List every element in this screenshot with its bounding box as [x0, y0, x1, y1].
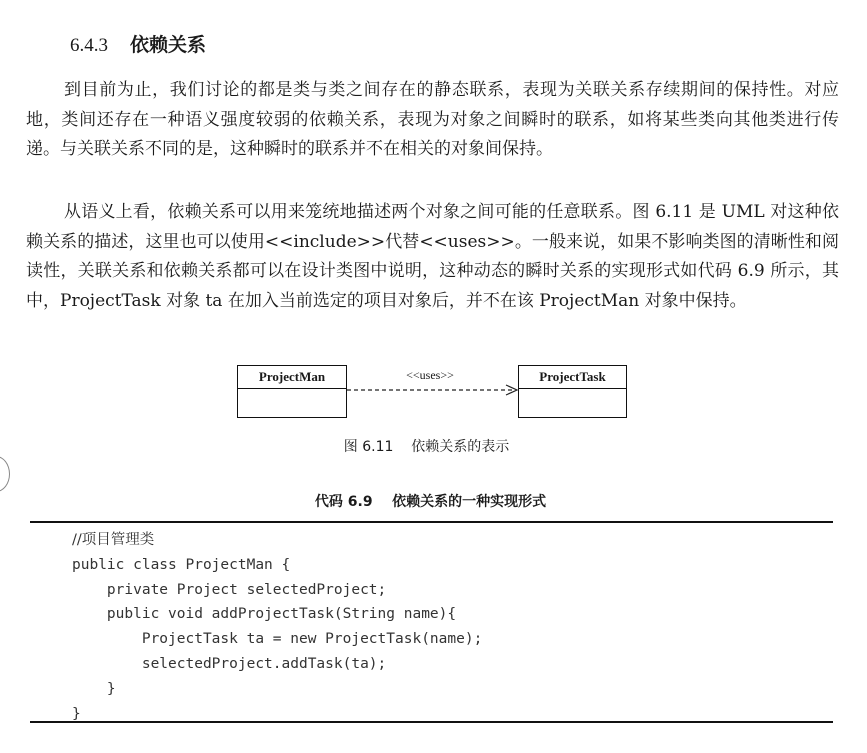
uml-class-projecttask: [518, 365, 627, 418]
code-line: selectedProject.addTask(ta);: [72, 655, 387, 672]
code-caption: 代码 6.9 依赖关系的一种实现形式: [314, 494, 547, 510]
code-listing: [72, 528, 482, 726]
code-line: ProjectTask ta = new ProjectTask(name);: [72, 631, 483, 648]
paragraph-1: 到目前为止，我们讨论的都是类与类之间存在的静态联系，表现为关联关系存续期间的保持性。对应地，类间还存在一种语义强度较弱的依赖关系，表现为对象之间瞬时的联系，如将某些类向其他类进行传递。与关联关系不同的是，这种瞬时的联系并不在相关的对象间保持。: [26, 80, 839, 160]
section-number: 6.4.3: [70, 35, 108, 56]
figure-caption: 图 6.11 依赖关系的表示: [343, 439, 510, 455]
section-title: 依赖关系: [130, 34, 207, 56]
code-line: public class ProjectMan {: [72, 556, 291, 573]
uml-class-name: ProjectTask: [519, 366, 626, 389]
page-edge-handle[interactable]: [0, 456, 10, 492]
code-line: //项目管理类: [72, 532, 155, 548]
dependency-arrow: [346, 378, 520, 402]
code-top-rule: [30, 521, 833, 523]
uml-stereotype-label: <<uses>>: [406, 368, 454, 382]
code-line: }: [72, 705, 81, 722]
code-line: private Project selectedProject;: [72, 581, 387, 598]
uml-class-name: ProjectMan: [238, 366, 346, 389]
code-line: }: [72, 680, 116, 697]
code-bottom-rule: [30, 721, 833, 723]
paragraph-2: 从语义上看，依赖关系可以用来笼统地描述两个对象之间可能的任意联系。图 6.11 是 UML 对这种依赖关系的描述，这里也可以使用<<include>>代替<<uses>>。一般来说，如果不影响类图的清晰性和阅读性，关联关系和依赖关系都可以在设计类图中说明，这种动态的瞬时关系的实现形式如代码 6.9 所示，其中，ProjectTask 对象 ta 在加入当前选定的项目对象后，并不在该 ProjectMan 对象中保持。: [26, 202, 839, 311]
code-line: public void addProjectTask(String name){: [72, 606, 457, 623]
section-heading: [70, 30, 206, 57]
uml-class-projectman: [237, 365, 347, 418]
